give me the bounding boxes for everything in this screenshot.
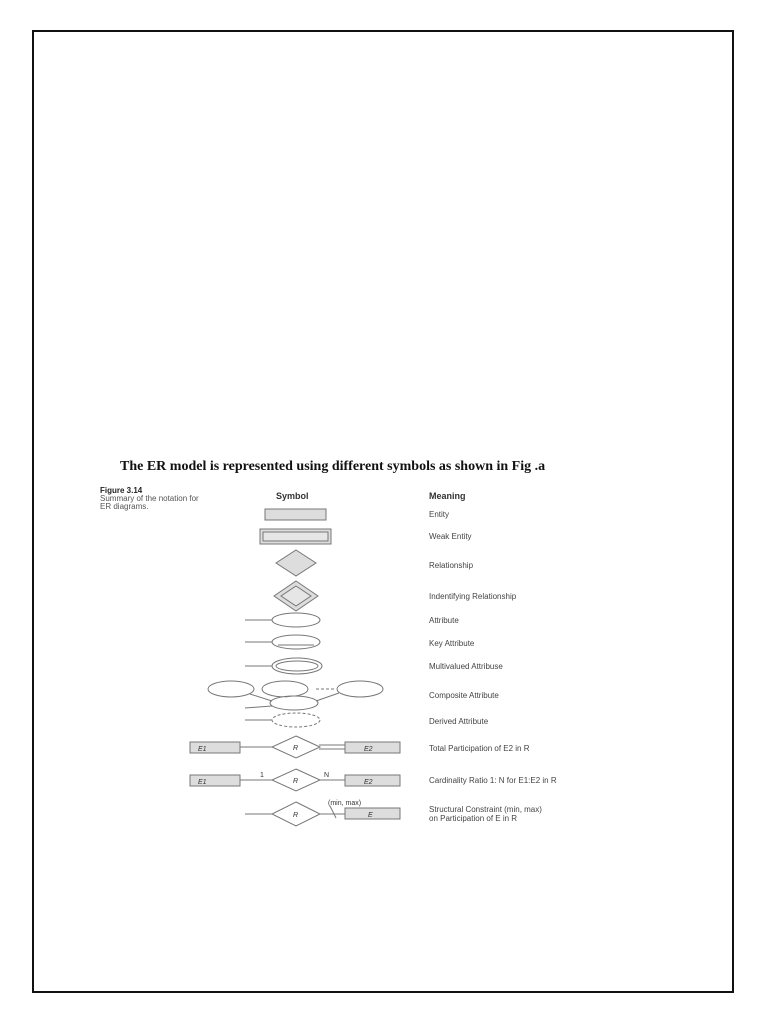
attribute-symbol <box>245 613 320 627</box>
symbol-column-header: Symbol <box>276 491 309 501</box>
cardinality-n-label: N <box>324 772 330 779</box>
key-attribute-symbol <box>245 635 320 649</box>
entity-symbol <box>265 509 326 520</box>
cardinality-e1-label: E1 <box>198 779 207 786</box>
meaning-column-header: Meaning <box>429 491 466 501</box>
weak-entity-symbol <box>260 529 331 544</box>
meaning-attribute: Attribute <box>429 616 459 625</box>
structural-minmax-label: (min, max) <box>328 800 362 807</box>
multivalued-attribute-symbol <box>245 658 322 674</box>
meaning-derived-attribute: Derived Attribute <box>429 717 489 726</box>
figure-caption: Summary of the notation for ER diagrams. <box>100 494 199 511</box>
meaning-structural-constraint-1: Structural Constraint (min, max) <box>429 805 542 814</box>
structural-e-label: E <box>368 812 373 819</box>
structural-constraint-symbol <box>245 802 400 826</box>
cardinality-e2-label: E2 <box>364 779 373 786</box>
cardinality-r-label: R <box>293 778 299 785</box>
meaning-identifying-relationship: Indentifying Relationship <box>429 592 517 601</box>
meaning-structural-constraint-2: on Participation of E in R <box>429 814 518 823</box>
meaning-relationship: Relationship <box>429 561 474 570</box>
structural-r-label: R <box>293 812 299 819</box>
meaning-multivalued-attribute: Multivalued Attribuse <box>429 662 503 671</box>
composite-attribute-symbol <box>208 681 383 710</box>
meaning-composite-attribute: Composite Attribute <box>429 691 499 700</box>
total-participation-e2-label: E2 <box>364 746 373 753</box>
derived-attribute-symbol <box>245 713 320 727</box>
meaning-total-participation: Total Participation of E2 in R <box>429 744 530 753</box>
meaning-weak-entity: Weak Entity <box>429 532 472 541</box>
cardinality-one-label: 1 <box>260 772 264 779</box>
total-participation-r-label: R <box>293 745 299 752</box>
intro-text: The ER model is represented using different symbols as shown in Fig .a <box>120 459 546 474</box>
meaning-entity: Entity <box>429 510 450 519</box>
meaning-key-attribute: Key Attribute <box>429 639 475 648</box>
figure-number: Figure 3.14 <box>100 486 143 495</box>
identifying-relationship-diamond <box>274 581 318 611</box>
meaning-cardinality-ratio: Cardinality Ratio 1: N for E1:E2 in R <box>429 776 557 785</box>
total-participation-e1-label: E1 <box>198 746 207 753</box>
relationship-diamond <box>276 550 316 576</box>
